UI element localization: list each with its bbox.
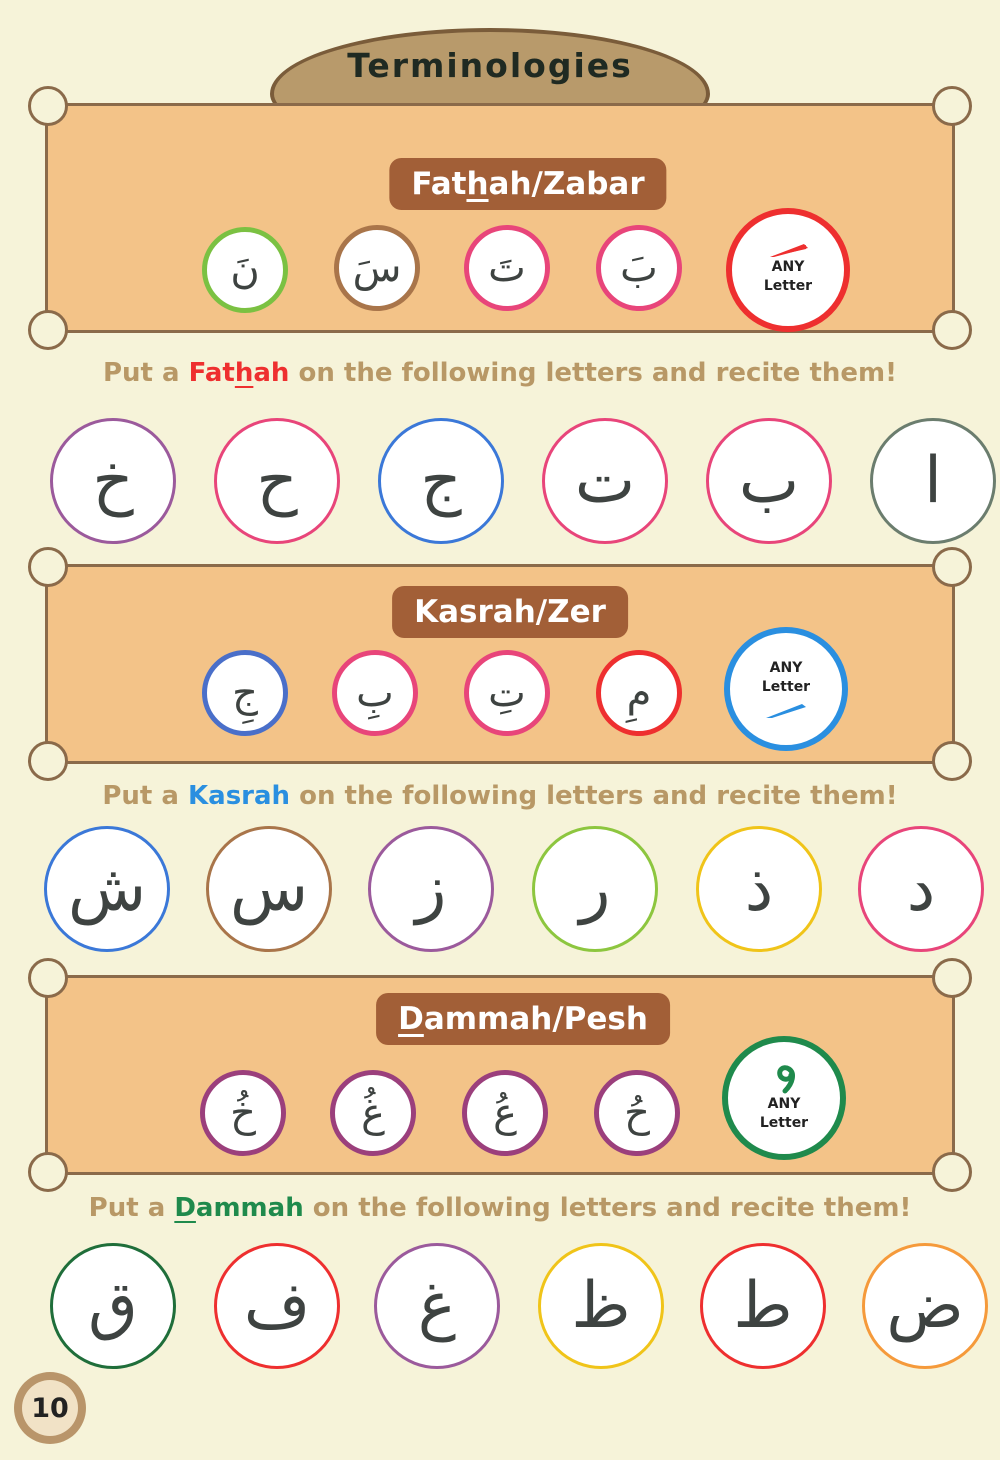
fathah-any-letter bbox=[726, 208, 850, 332]
dammah-practice-3[interactable]: غ bbox=[374, 1243, 500, 1369]
dammah-instruction: Put a Dammah on the following letters and recite them! bbox=[88, 1193, 912, 1223]
fathah-mark-icon bbox=[766, 244, 810, 258]
dammah-practice-2[interactable]: ف bbox=[214, 1243, 340, 1369]
kasrah-example-2: بِ bbox=[332, 650, 418, 736]
dammah-heading: Dammah/Pesh bbox=[376, 993, 670, 1045]
kasrah-practice-6[interactable]: د bbox=[858, 826, 984, 952]
dammah-any-letter bbox=[722, 1036, 846, 1160]
kasrah-practice-1[interactable]: ش bbox=[44, 826, 170, 952]
kasrah-example-4: مِ bbox=[596, 650, 682, 736]
fathah-practice-5[interactable]: ب bbox=[706, 418, 832, 544]
any-letter-text: ANY Letter bbox=[761, 660, 811, 695]
fathah-heading: Fathah/Zabar bbox=[389, 158, 666, 210]
fathah-example-3: تَ bbox=[464, 225, 550, 311]
kasrah-any-letter bbox=[724, 627, 848, 751]
kasrah-practice-3[interactable]: ز bbox=[368, 826, 494, 952]
kasrah-example-1: جِ bbox=[202, 650, 288, 736]
dammah-practice-4[interactable]: ظ bbox=[538, 1243, 664, 1369]
kasrah-practice-4[interactable]: ر bbox=[532, 826, 658, 952]
page-title: Terminologies bbox=[347, 46, 633, 85]
fathah-practice-6[interactable]: ا bbox=[870, 418, 996, 544]
kasrah-instruction: Put a Kasrah on the following letters and recite them! bbox=[102, 781, 898, 811]
kasrah-example-3: تِ bbox=[464, 650, 550, 736]
kasrah-practice-2[interactable]: س bbox=[206, 826, 332, 952]
kasrah-practice-5[interactable]: ذ bbox=[696, 826, 822, 952]
page-number: 10 bbox=[22, 1380, 78, 1436]
fathah-practice-3[interactable]: ج bbox=[378, 418, 504, 544]
fathah-practice-2[interactable]: ح bbox=[214, 418, 340, 544]
fathah-example-1: نَ bbox=[202, 227, 288, 313]
dammah-example-1: خُ bbox=[200, 1070, 286, 1156]
dammah-example-4: حُ bbox=[594, 1070, 680, 1156]
dammah-example-2: غُ bbox=[330, 1070, 416, 1156]
any-letter-text: ANY Letter bbox=[763, 259, 813, 294]
dammah-mark-icon bbox=[769, 1063, 799, 1095]
dammah-example-3: عُ bbox=[462, 1070, 548, 1156]
fathah-example-4: بَ bbox=[596, 225, 682, 311]
fathah-instruction: Put a Fathah on the following letters and recite them! bbox=[102, 358, 898, 388]
dammah-practice-5[interactable]: ط bbox=[700, 1243, 826, 1369]
kasrah-mark-icon bbox=[764, 703, 808, 719]
kasrah-heading: Kasrah/Zer bbox=[392, 586, 628, 638]
fathah-practice-1[interactable]: خ bbox=[50, 418, 176, 544]
dammah-practice-6[interactable]: ض bbox=[862, 1243, 988, 1369]
page-number-badge bbox=[14, 1372, 86, 1444]
dammah-practice-1[interactable]: ق bbox=[50, 1243, 176, 1369]
fathah-practice-4[interactable]: ت bbox=[542, 418, 668, 544]
any-letter-text: ANY Letter bbox=[759, 1096, 809, 1131]
fathah-example-2: سَ bbox=[334, 225, 420, 311]
